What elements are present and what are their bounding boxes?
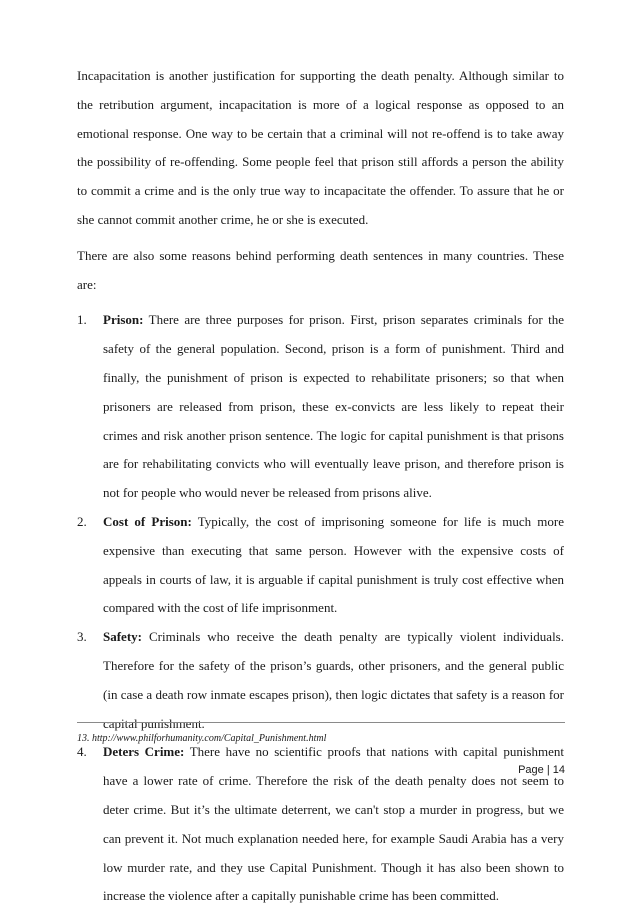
document-page [77, 62, 564, 911]
list-item-prison [77, 306, 564, 508]
list-item-number: 3. [77, 629, 87, 645]
intro-paragraph: Incapacitation is another justification for supporting the death penalty. Although similar to the retribution argument, incapacitation is more of a logical response as opposed to an emotional response. One way to be certain that a criminal will not re-offend is to take away the possibility of re-offending. Some people feel that prison still affords a person the ability to commit a crime and is the only true way to incapacitate the offender. To assure that he or she cannot commit another crime, he or she is executed. [77, 68, 564, 227]
footnote-divider [77, 722, 565, 723]
list-item-number: 2. [77, 513, 87, 529]
list-item-cost-of-prison [77, 508, 564, 623]
lead-paragraph: There are also some reasons behind performing death sentences in many countries. These are: [77, 247, 564, 292]
footnote-reference: 13. http://www.philforhumanity.com/Capital_Punishment.html [77, 733, 327, 744]
list-item-number: 1. [77, 312, 87, 328]
list-item-number: 4. [77, 744, 87, 760]
list-item-text: Criminals who receive the death penalty are typically violent individuals. Therefore for the safety of the prison’s guards, other prisoners, and the general public (in case a death row inmate escapes prison), then logic dictates that safety is a reason for capital punishment. [103, 629, 564, 731]
list-item-text: There have no scientific proofs that nations with capital punishment have a lower rate of crime. Therefore the risk of the death penalty does not seem to deter crime. But it’s the ultimate deterrent, we can't stop a murder in progress, but we can prevent it. Not much explanation needed here, for example Saudi Arabia has a very low murder rate, and they use Capital Punishment. Though it has also been shown to increase the violence after a capitally punishable crime has been committed. [103, 744, 564, 904]
list-item-title: Cost of Prison: [103, 513, 192, 529]
list-item-text: Typically, the cost of imprisoning someone for life is much more expensive than executing that same person. However with the expensive costs of appeals in courts of law, it is arguable if capital punishment is truly cost effective when compared with the cost of life imprisonment. [103, 513, 564, 616]
list-item-text: There are three purposes for prison. First, prison separates criminals for the safety of the general population. Second, prison is a form of punishment. Third and finally, the punishment of prison is expected to rehabilitate prisoners; so that when prisoners are released from prison, these ex-convicts are less likely to repeat their crimes and risk another prison sentence. The logic for capital punishment is that prisons are for rehabilitating convicts who will eventually leave prison, and therefore prison is not for people who would never be released from prisons alive. [103, 312, 564, 501]
list-item-title: Safety: [103, 629, 142, 645]
list-item-title: Prison: [103, 312, 144, 328]
list-item-deters-crime [77, 738, 564, 911]
reasons-list [77, 306, 564, 911]
page-number: Page | 14 [518, 764, 565, 776]
list-item-title: Deters Crime: [103, 744, 185, 760]
